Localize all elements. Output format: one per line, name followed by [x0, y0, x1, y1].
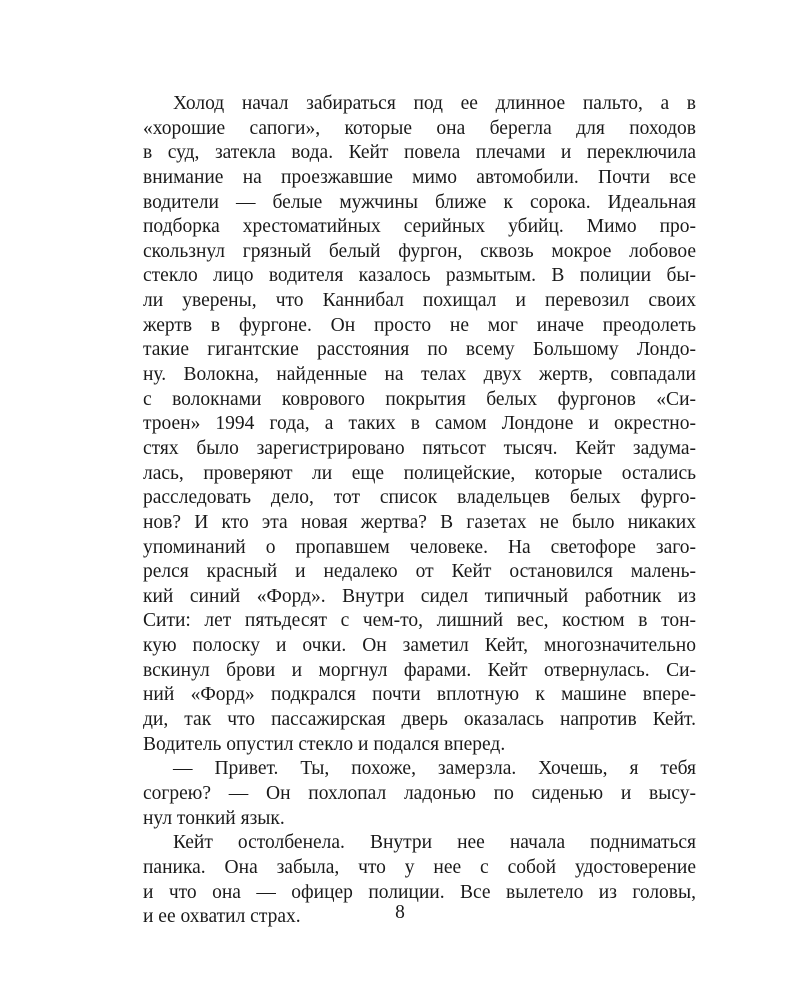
- text-line: ну. Волокна, найденные на телах двух жертв, совпадали: [143, 364, 696, 386]
- text-line: в суд, затекла вода. Кейт повела плечами и переключила: [143, 142, 696, 164]
- text-line: скользнул грязный белый фургон, сквозь мокрое лобовое: [143, 240, 696, 262]
- text-line: кий синий «Форд». Внутри сидел типичный работник из: [143, 585, 696, 607]
- text-line: «хорошие сапоги», которые она берегла для походов: [143, 117, 696, 139]
- paragraph: [143, 92, 696, 757]
- text-line: — Привет. Ты, похоже, замерзла. Хочешь, я тебя: [173, 758, 696, 780]
- text-line: Сити: лет пятьдесят с чем-то, лишний вес, костюм в тон-: [143, 610, 696, 632]
- text-line: Водитель опустил стекло и подался вперед.: [143, 733, 506, 755]
- text-line: упоминаний о пропавшем человеке. На светофоре заго-: [143, 536, 696, 558]
- text-line: лась, проверяют ли еще полицейские, которые остались: [143, 462, 696, 484]
- text-line: жертв в фургоне. Он просто не мог иначе преодолеть: [143, 314, 696, 336]
- text-line: согрею? — Он похлопал ладонью по сиденью и высу-: [143, 782, 696, 804]
- text-line: внимание на проезжавшие мимо автомобили. Почти все: [143, 166, 696, 188]
- text-line: ли уверены, что Каннибал похищал и перевозил своих: [143, 290, 696, 312]
- text-line: ди, так что пассажирская дверь оказалась напротив Кейт.: [143, 709, 696, 731]
- text-line: стях было зарегистрировано пятьсот тысяч. Кейт задума-: [143, 437, 696, 459]
- body-text: [143, 92, 696, 930]
- text-line: Холод начал забираться под ее длинное пальто, а в: [173, 93, 696, 114]
- page-number: 8: [395, 902, 405, 923]
- text-line: троен» 1994 года, а таких в самом Лондоне и окрестно-: [143, 413, 696, 435]
- text-line: с волокнами коврового покрытия белых фургонов «Си-: [143, 388, 696, 410]
- text-line: вскинул брови и моргнул фарами. Кейт отвернулась. Си-: [143, 659, 696, 681]
- text-line: ний «Форд» подкрался почти вплотную к машине впере-: [143, 684, 696, 706]
- text-line: стекло лицо водителя казалось размытым. В полиции бы-: [143, 265, 696, 287]
- text-line: кую полоску и очки. Он заметил Кейт, многозначительно: [143, 635, 696, 657]
- paragraph: [143, 757, 696, 831]
- text-line: водители — белые мужчины ближе к сорока. Идеальная: [143, 191, 696, 213]
- text-line: Кейт остолбенела. Внутри нее начала подниматься: [173, 832, 696, 854]
- text-line: расследовать дело, тот список владельцев белых фурго-: [143, 487, 696, 509]
- text-line: нул тонкий язык.: [143, 807, 285, 829]
- text-line: нов? И кто эта новая жертва? В газетах не было никаких: [143, 511, 696, 533]
- text-line: подборка хрестоматийных серийных убийц. Мимо про-: [143, 216, 696, 238]
- text-line: такие гигантские расстояния по всему Большому Лондо-: [143, 339, 696, 361]
- text-line: и что она — офицер полиции. Все вылетело из головы,: [143, 881, 696, 903]
- text-line: паника. Она забыла, что у нее с собой удостоверение: [143, 856, 696, 878]
- text-line: релся красный и недалеко от Кейт остановился малень-: [143, 561, 696, 583]
- text-line: и ее охватил страх.: [143, 906, 301, 928]
